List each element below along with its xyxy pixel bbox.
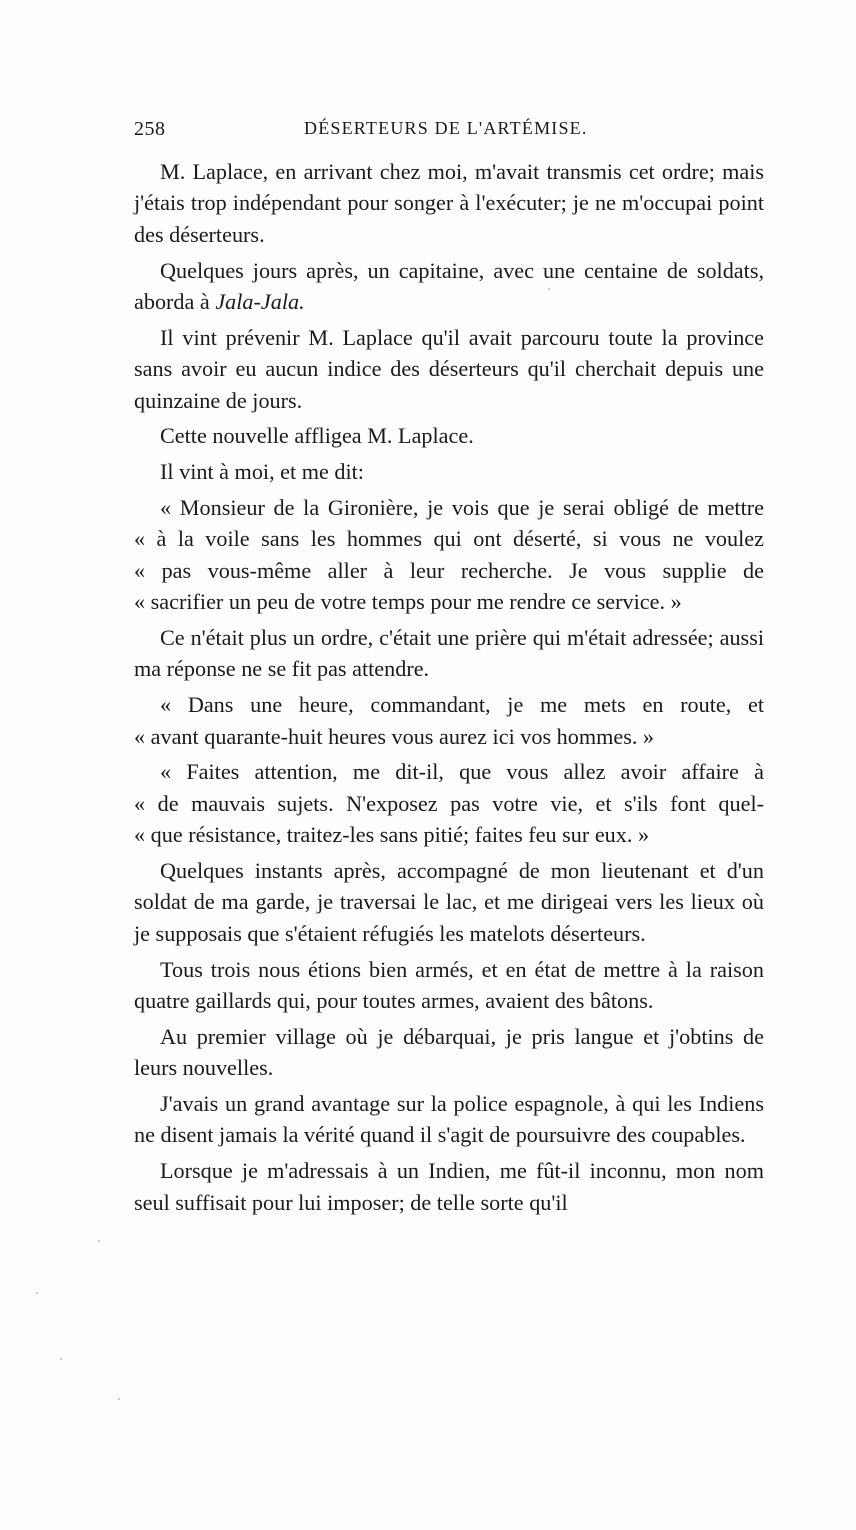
paragraph: M. Laplace, en arrivant chez moi, m'avait transmis cet ordre; mais j'étais trop indépendant pour songer à l'exécuter; je ne m'occupai point des déserteurs. bbox=[134, 159, 764, 247]
paper-speck bbox=[60, 1358, 62, 1360]
paragraph: Ce n'était plus un ordre, c'était une prière qui m'était adressée; aussi ma réponse ne se fit pas attendre. bbox=[134, 625, 764, 682]
quote-line: « Monsieur de la Gironière, je vois que je serai obligé de mettre bbox=[160, 495, 764, 521]
quote-line: « sacrifier un peu de votre temps pour me rendre ce service. » bbox=[134, 589, 682, 615]
paper-speck bbox=[118, 1398, 120, 1400]
paragraph-text: Quelques jours après, un capitaine, avec une centaine de soldats, aborda à bbox=[134, 257, 764, 315]
paragraph: J'avais un grand avantage sur la police espagnole, à qui les Indiens ne disent jamais la vérité quand il s'agit de poursuivre des coupables. bbox=[134, 1091, 764, 1148]
paragraph bbox=[134, 255, 764, 318]
paragraph: Cette nouvelle affligea M. Laplace. bbox=[160, 423, 474, 449]
paragraph: Quelques instants après, accompagné de mon lieutenant et d'un soldat de ma garde, je traversai le lac, et me dirigeai vers les lieux où je supposais que s'étaient réfugiés les matelots déserteurs. bbox=[134, 858, 764, 946]
quotation bbox=[134, 689, 764, 752]
paper-speck bbox=[98, 1240, 100, 1242]
body-text bbox=[134, 156, 764, 1222]
quote-line: « de mauvais sujets. N'exposez pas votre vie, et s'ils font quel- bbox=[134, 790, 764, 816]
page-number: 258 bbox=[134, 118, 166, 140]
paper-speck bbox=[548, 288, 550, 290]
quote-line: « que résistance, traitez-les sans pitié; faites feu sur eux. » bbox=[134, 822, 650, 848]
place-name-italic: Jala-Jala. bbox=[215, 289, 305, 315]
quote-line: « Faites attention, me dit-il, que vous allez avoir affaire à bbox=[160, 759, 764, 785]
page-header bbox=[134, 118, 764, 150]
paper-speck bbox=[36, 1292, 38, 1294]
paragraph: Il vint prévenir M. Laplace qu'il avait parcouru toute la province sans avoir eu aucun indice des déserteurs qu'il cherchait depuis une quinzaine de jours. bbox=[134, 324, 764, 413]
quote-line: « Dans une heure, commandant, je me mets en route, et bbox=[160, 692, 764, 718]
paragraph: Lorsque je m'adressais à un Indien, me fût-il inconnu, mon nom seul suffisait pour lui imposer; de telle sorte qu'il bbox=[134, 1158, 764, 1215]
quotation bbox=[134, 756, 764, 850]
quote-line: « à la voile sans les hommes qui ont déserté, si vous ne voulez bbox=[134, 526, 764, 552]
paragraph: Tous trois nous étions bien armés, et en état de mettre à la raison quatre gaillards qui, pour toutes armes, avaient des bâtons. bbox=[134, 956, 764, 1014]
quote-line: « pas vous-même aller à leur recherche. Je vous supplie de bbox=[134, 557, 764, 583]
quote-line: « avant quarante-huit heures vous aurez ici vos hommes. » bbox=[134, 723, 655, 749]
running-title: DÉSERTEURS DE L'ARTÉMISE. bbox=[304, 118, 588, 138]
paragraph: Au premier village où je débarquai, je pris langue et j'obtins de leurs nouvelles. bbox=[134, 1023, 764, 1081]
quotation bbox=[134, 492, 764, 618]
paragraph: Il vint à moi, et me dit: bbox=[160, 459, 364, 485]
